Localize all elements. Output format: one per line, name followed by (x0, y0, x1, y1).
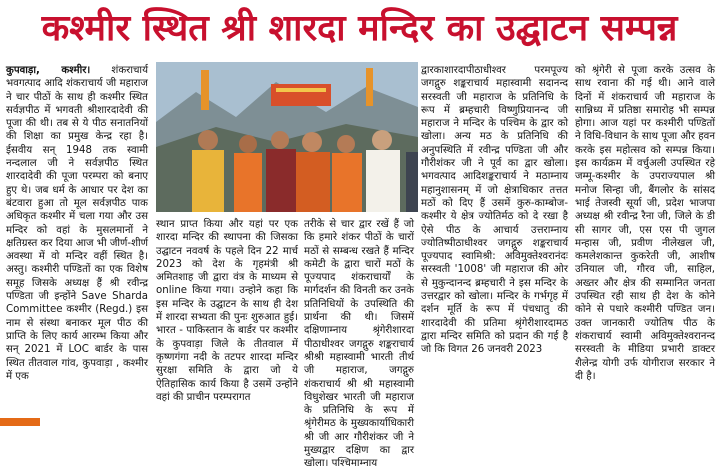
article-column-2 (156, 218, 298, 424)
article-column-5 (575, 64, 715, 420)
article-column-4 (421, 64, 568, 420)
article-text-5: को श्रृंगेरी से पूजा करके उत्सव के साथ रवाना की गई थी। आने वाले दिनों में शंकराचार्य जी महाराज के सान्निध्य में प्रतिष्ठा समारोह भी सम्पन्न होगा। आज यहां पर कश्मीरी पण्डितों ने विधि-विधान के साथ पूजा और हवन करके इस महोत्सव को सम्पन्न किया। इस कार्यक्रम में वर्चुअली उपस्थित रहे जम्मू-कश्मीर के उपराज्यपाल श्री मनोज सिन्हा जी, बैंगलोर के सांसद भाई तेजस्वी सूर्या जी, प्रदेश भाजपा अध्यक्ष श्री रवीन्द्र रैना जी, जिले के डी सी सागर जी, एस एस पी जुगल मन्हास जी, प्रवीण नीलेखल जी, कमलेशकान्त कुकरेती जी, आशीष उनियाल जी, गौरव जी, साहिल, अख्तर और क्षेत्र की सम्मानित जनता उपस्थित रही साथ ही देश के कोने कोने से पधारे कश्मीरी पण्डित जन। उक्त जानकारी ज्योतिष पीठ के शंकराचार्य स्वामी अविमुक्तेश्वरानन्द सरस्वती के मीडिया प्रभारी डाक्टर शैलेन्द्र योगी उर्फ योगीराज सरकार ने दी है। (575, 65, 715, 382)
dateline: कुपवाड़ा, कश्मीर। (6, 65, 91, 76)
headline: कश्मीर स्थित श्री शारदा मन्दिर का उद्घाटन सम्पन्न (41, 8, 678, 49)
photo-illustration (156, 62, 418, 212)
article-text-4: द्वारकाशारदापीठाधीश्वर परमपूज्य जगद्गुरु शङ्कराचार्य महास्वामी सदानन्द सरस्वती जी महाराज के प्रतिनिधि के रूप में ब्रम्हचारी विष्णुप्रियानन्द जी महाराज ने मन्दिर के पश्चिम के द्वार को खोला। अन्य मठ के प्रतिनिधि की अनुपस्थिति में रवीन्द्र पण्डिता जी और गौरीशंकर जी ने पूर्व का द्वार खोला। भगवत्पाद आदिशङ्कराचार्य ने मठाम्नाय महानुशासनम् में जो क्षेत्राधिकार तत्तत मठों को दिए हैं उसमें कुरु-काम्बोज-कश्मीर ये क्षेत्र ज्योतिर्मठ को दे रखा है ऐसे पीठ के आचार्य उत्तराम्नाय ज्योतिष्पीठाधीश्वर जगद्गुरु शङ्कराचार्य पूज्यपाद स्वामिश्री: अविमुक्तेश्वरानंदः सरस्वती '1008' जी महाराज की ओर से मुकुन्दानन्द ब्रम्हचारी ने इस मन्दिर के उत्तरद्वार को खोला। मन्दिर के गर्भगृह में दर्शन मूर्ति के रूप में पंचधातु की शारदादेवी की प्रतिमा श्रृंगेरीशारदामठ द्वारा मन्दिर समिति को प्रदान की गई है जो कि विगत 26 जनवरी 2023 (421, 65, 568, 356)
article-column-1 (6, 64, 148, 420)
article-text-1: शंकराचार्य भवगत्पाद आदि शंकराचार्य जी महाराज ने चार पीठों के साथ ही कश्मीर स्थित सर्वज्ञपीठ में भगवती श्रीशारदादेवी की पूजा की थी। तब से ये पीठ सनातनियों की शिक्षा का प्रमुख केन्द्र रहा है। ईसवीय सन् 1948 तक स्वामी नन्दलाल जी ने सर्वज्ञपीठ स्थित शारदादेवी की पूजा परम्परा को बनाए हुए थे। जब धर्म के आधार पर देश का बंटवारा हुआ तो मूल सर्वज्ञपीठ पाक अधिकृत कश्मीर में चला गया और उस मन्दिर को वहां के मुसलमानों ने क्षतिग्रस्त कर दिया आज भी जीर्ण-शीर्ण अवस्था में वो मन्दिर वहीं स्थित है। अस्तु। कश्मीरी पण्डितों का एक विशेष समूह जिसके अध्यक्ष हैं श्री रवीन्द्र पण्डिता जी इन्होंने Save Sharda Committee कश्मीर (Regd.) इस नाम से संस्था बनाकर मूल पीठ की प्राप्ति के लिए कार्य आरम्भ किया और सन् 2021 में LOC बार्डर के पास स्थित तीतवाल गांव, कुपवाड़ा , कश्मीर में एक (6, 65, 148, 382)
group-photo (156, 62, 418, 212)
corner-accent-bar (0, 418, 40, 426)
article-text-3: तरीके से चार द्वार रखें हैं जो कि हमारे शंकर पीठों के चारों मठों से सम्बन्ध रखते हैं मन्दिर कमेटी के द्वारा चारों मठों के पूज्यपाद शंकराचार्यों के मार्गदर्शन की विनती कर उनके प्रतिनिधियों के उपस्थिति की प्रार्थना की थी। जिसमें दक्षिणाम्नाय श्रृंगेरीशारदा पीठाधीश्वर जगद्गुरु शङ्कराचार्य श्रीश्री महास्वामी भारती तीर्थ जी महाराज, जगद्गुरु शंकराचार्य श्री श्री महास्वामी विधुशेखर भारती जी महाराज के प्रतिनिधि के रूप में श्रृंगेरीमठ के मुख्यकार्याधिकारी श्री जी आर गौरीशंकर जी ने मुख्यद्वार दक्षिण का द्वार खोला। पश्चिमाम्नाय (304, 219, 414, 470)
article-column-3 (304, 218, 414, 470)
article-text-2: स्थान प्राप्त किया और यहां पर एक शारदा मन्दिर की स्थापना की जिसका उद्घाटन नववर्ष के पहले दिन 22 मार्च 2023 को देश के गृहमंत्री श्री अमितशाह जी द्वारा वंत्र के माध्यम से online किया गया। उन्होने कहा कि इस मन्दिर के उद्घाटन के साथ ही देश में शारदा सभ्यता की पुनः शुरुआत हुई। भारत - पाकिस्तान के बार्डर पर कश्मीर के कुपवाड़ा जिले के तीतवाल में कृष्णगंगा नदी के तटपर शारदा मन्दिर सुरक्षा समिति के द्वारा जो ये ऐतिहासिक कार्य किया है उसमें उन्होंने वहां की प्राचीन परम्परागत (156, 219, 298, 403)
